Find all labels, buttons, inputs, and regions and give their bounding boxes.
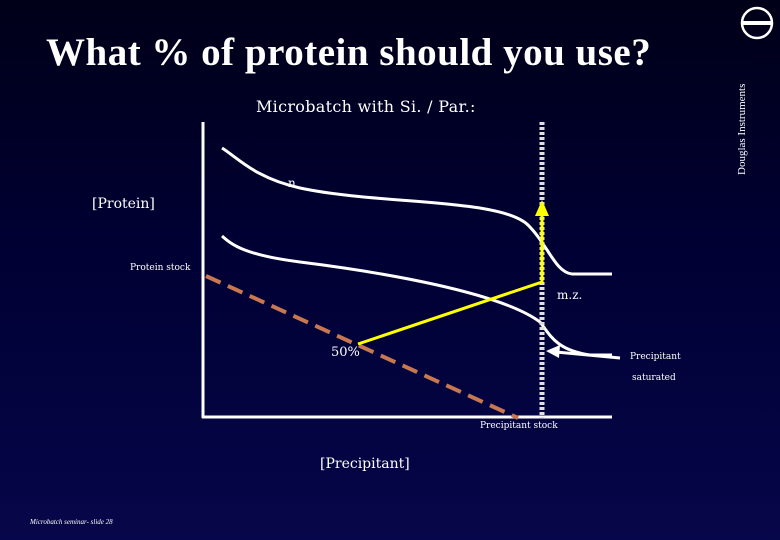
dilution-line [206, 276, 518, 418]
protein-stock-label: Protein stock [130, 263, 191, 273]
yellow-arrowhead [535, 200, 549, 216]
region-n-label: n [288, 176, 296, 190]
slide-title: What % of protein should you use? [46, 31, 652, 74]
saturated-label-line2: saturated [632, 373, 676, 383]
precipitant-stock-label: Precipitant stock [480, 421, 558, 431]
saturated-arrowhead [546, 345, 560, 358]
precipitation-curve [222, 148, 612, 274]
yellow-path [358, 214, 542, 344]
mz-label: m.z. [557, 288, 583, 302]
slide-footer: Microbatch seminar- slide 28 [30, 518, 113, 526]
percent-label: 50% [331, 345, 360, 360]
x-axis-label: [Precipitant] [320, 456, 410, 472]
slide-subtitle: Microbatch with Si. / Par.: [256, 97, 476, 116]
brand-name: Douglas Instruments [736, 83, 748, 175]
y-axis-label: [Protein] [92, 196, 155, 212]
saturated-label-line1: Precipitant [630, 352, 681, 362]
solubility-curve [222, 236, 612, 355]
